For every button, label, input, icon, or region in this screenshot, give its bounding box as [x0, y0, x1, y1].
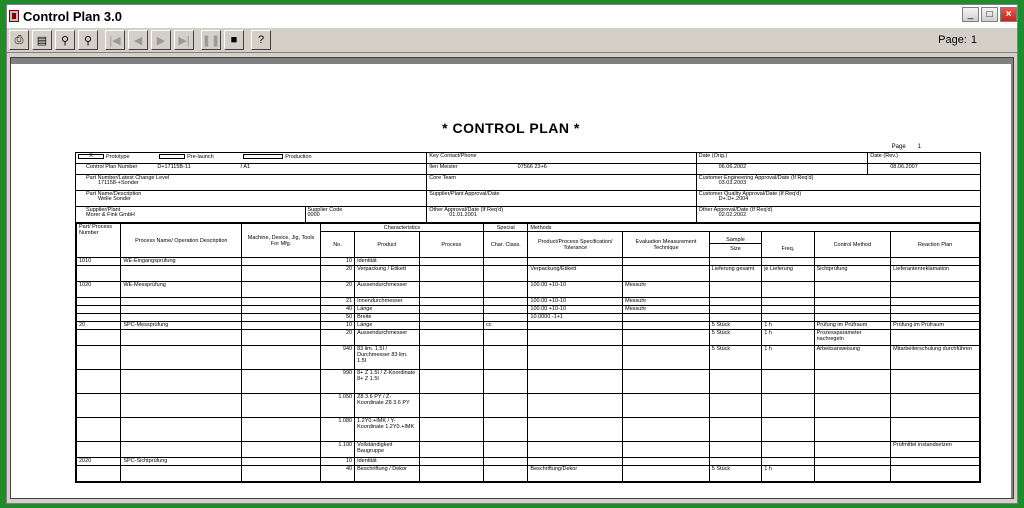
table-cell-machine — [242, 370, 321, 394]
table-row — [77, 298, 980, 306]
table-cell-spec — [528, 370, 623, 394]
table-cell-product: Aussendurchmesser — [355, 282, 419, 298]
table-cell-eval — [623, 330, 710, 346]
table-cell-product: 8+ Z 1.5I / Z-Koordinate 8+ Z 1.5I — [355, 370, 419, 394]
table-cell-part: 2020 — [77, 458, 121, 466]
table-cell-cls — [484, 298, 528, 306]
table-cell-eval — [623, 394, 710, 418]
table-cell-name: SPC-Messprüfung — [121, 322, 242, 330]
table-cell-eval: Messuhr — [623, 298, 710, 306]
table-cell-part — [77, 346, 121, 370]
table-cell-size — [709, 370, 761, 394]
table-row — [77, 458, 980, 466]
table-cell-part: 1010 — [77, 258, 121, 266]
table-cell-freq — [762, 418, 814, 442]
table-cell-cls — [484, 314, 528, 322]
zoom-in-icon[interactable]: ⚲ — [55, 30, 75, 50]
table-cell-freq — [762, 370, 814, 394]
table-cell-machine — [242, 458, 321, 466]
production-checkbox[interactable] — [243, 154, 283, 159]
table-cell-freq: je Lieferung — [762, 266, 814, 282]
table-cell-name — [121, 266, 242, 282]
table-cell-spec — [528, 442, 623, 458]
table-cell-method — [814, 442, 891, 458]
document-page-number: Page 1 — [891, 144, 921, 150]
table-cell-size — [709, 258, 761, 266]
table-cell-size: 5 Stück — [709, 322, 761, 330]
table-cell-size — [709, 282, 761, 298]
col-char-class: Char. Class. — [484, 232, 528, 258]
zoom-out-icon[interactable]: ⚲ — [78, 30, 98, 50]
table-cell-method — [814, 282, 891, 298]
col-process: Process — [419, 232, 484, 258]
table-cell-process — [419, 282, 484, 298]
last-page-icon[interactable]: ▶| — [174, 30, 194, 50]
col-part-number: Part/ Process Number — [77, 224, 121, 258]
table-cell-name — [121, 314, 242, 322]
document-page — [11, 64, 1011, 498]
table-cell-name — [121, 418, 242, 442]
table-cell-process — [419, 394, 484, 418]
table-cell-machine — [242, 266, 321, 282]
table-cell-name — [121, 442, 242, 458]
table-cell-method — [814, 370, 891, 394]
table-row — [77, 418, 980, 442]
table-cell-size: 5 Stück — [709, 330, 761, 346]
col-freq: Freq. — [762, 232, 814, 258]
table-cell-reaction: Prüfung im Prüfraum — [891, 322, 980, 330]
table-cell-spec — [528, 418, 623, 442]
col-machine: Machine, Device, Jig, Tools For Mfg. — [242, 224, 321, 258]
table-cell-reaction — [891, 314, 980, 322]
table-cell-process — [419, 442, 484, 458]
table-cell-freq: 1 h — [762, 466, 814, 482]
table-cell-process — [419, 466, 484, 482]
table-cell-cls — [484, 282, 528, 298]
table-cell-reaction — [891, 298, 980, 306]
table-cell-machine — [242, 282, 321, 298]
table-row — [77, 266, 980, 282]
table-cell-machine — [242, 298, 321, 306]
table-cell-no: 1.080 — [320, 418, 354, 442]
table-cell-freq — [762, 394, 814, 418]
table-cell-machine — [242, 306, 321, 314]
col-methods: Methods — [528, 224, 980, 232]
table-cell-freq — [762, 314, 814, 322]
table-cell-cls — [484, 394, 528, 418]
window-controls — [962, 7, 1017, 22]
table-cell-cls — [484, 466, 528, 482]
table-cell-cls — [484, 442, 528, 458]
table-cell-spec: 10.0000 -1+1 — [528, 314, 623, 322]
next-page-icon[interactable]: ▶ — [151, 30, 171, 50]
table-cell-name — [121, 346, 242, 370]
table-cell-reaction — [891, 306, 980, 314]
table-cell-eval — [623, 346, 710, 370]
table-cell-method — [814, 258, 891, 266]
table-cell-part — [77, 466, 121, 482]
table-cell-product: Identität — [355, 458, 419, 466]
table-cell-spec: 100.00 +10-10 — [528, 298, 623, 306]
table-cell-no: 40 — [320, 306, 354, 314]
table-cell-eval: Messuhr — [623, 306, 710, 314]
page-label: Page: — [938, 34, 967, 46]
table-cell-name: WE-Eingangsprüfung — [121, 258, 242, 266]
minimize-button[interactable]: _ — [962, 7, 979, 22]
table-cell-method: Prüfung im Prüfraum — [814, 322, 891, 330]
table-cell-freq — [762, 306, 814, 314]
table-cell-spec — [528, 394, 623, 418]
table-cell-no: 10 — [320, 322, 354, 330]
table-cell-no: 1.100 — [320, 442, 354, 458]
table-row — [77, 346, 980, 370]
table-cell-product: Breite — [355, 314, 419, 322]
table-cell-size — [709, 394, 761, 418]
col-eval: Evaluation Measurement Technique — [623, 232, 710, 258]
app-window — [6, 4, 1018, 504]
table-cell-method: Arbeitsanweisung — [814, 346, 891, 370]
table-cell-name: WE-Messprüfung — [121, 282, 242, 298]
table-cell-machine — [242, 330, 321, 346]
table-cell-method — [814, 314, 891, 322]
prototype-checkbox[interactable]: X — [78, 154, 104, 159]
table-cell-freq: 1 h — [762, 322, 814, 330]
table-cell-product: 83 lim. 1.5I / Durchmesser 83 lim. 1.5I — [355, 346, 419, 370]
table-cell-freq — [762, 442, 814, 458]
control-plan-table — [76, 223, 980, 482]
table-cell-part: 20 — [77, 322, 121, 330]
pause-icon[interactable]: ❚❚ — [201, 30, 221, 50]
table-cell-process — [419, 346, 484, 370]
table-cell-machine — [242, 442, 321, 458]
col-sample: Sample — [710, 237, 761, 244]
table-row — [77, 314, 980, 322]
table-cell-product: Vollständigkeit Baugruppe — [355, 442, 419, 458]
table-cell-no: 50 — [320, 314, 354, 322]
table-cell-machine — [242, 314, 321, 322]
table-cell-part — [77, 266, 121, 282]
table-cell-cls — [484, 330, 528, 346]
table-cell-method: Sichtprüfung — [814, 266, 891, 282]
table-cell-part — [77, 314, 121, 322]
table-cell-no: 1.050 — [320, 394, 354, 418]
col-spec: Product/Process Specification/ Tolerance — [528, 232, 623, 258]
table-cell-machine — [242, 394, 321, 418]
table-cell-reaction: Lieferantenreklamation — [891, 266, 980, 282]
table-cell-cls — [484, 306, 528, 314]
help-icon[interactable]: ? — [251, 30, 271, 50]
table-cell-spec — [528, 322, 623, 330]
table-row — [77, 466, 980, 482]
table-cell-spec — [528, 330, 623, 346]
table-cell-cls — [484, 370, 528, 394]
table-cell-eval: Messuhr — [623, 282, 710, 298]
table-row — [77, 306, 980, 314]
table-cell-product: Länge — [355, 322, 419, 330]
table-cell-eval — [623, 322, 710, 330]
table-cell-process — [419, 314, 484, 322]
table-cell-cls: cc — [484, 322, 528, 330]
table-cell-product: Z8 3.6 PY / Z-Koordinate Z8 3.6 PY — [355, 394, 419, 418]
col-no: No. — [320, 232, 354, 258]
table-cell-process — [419, 458, 484, 466]
table-cell-no: 20 — [320, 330, 354, 346]
table-cell-name: SPC-Sichtprüfung — [121, 458, 242, 466]
table-cell-size — [709, 418, 761, 442]
table-cell-eval — [623, 458, 710, 466]
table-cell-name — [121, 394, 242, 418]
table-cell-cls — [484, 258, 528, 266]
table-row — [77, 322, 980, 330]
table-body — [77, 258, 980, 482]
table-cell-product: 1.2Y0.+IMK / Y-Koordinate 1.2Y0.+IMK — [355, 418, 419, 442]
table-cell-no: 21 — [320, 298, 354, 306]
table-cell-process — [419, 418, 484, 442]
page-setup-icon[interactable]: ▤ — [32, 30, 52, 50]
table-cell-part — [77, 394, 121, 418]
table-cell-method — [814, 306, 891, 314]
table-cell-machine — [242, 258, 321, 266]
table-cell-reaction — [891, 418, 980, 442]
preview-area[interactable] — [10, 57, 1014, 499]
table-row — [77, 442, 980, 458]
table-cell-freq — [762, 298, 814, 306]
table-cell-product: Beschriftung / Dekor — [355, 466, 419, 482]
table-cell-cls — [484, 346, 528, 370]
table-cell-machine — [242, 346, 321, 370]
table-cell-process — [419, 330, 484, 346]
table-cell-spec: 100.00 +10-10 — [528, 282, 623, 298]
table-cell-size — [709, 458, 761, 466]
table-cell-reaction — [891, 394, 980, 418]
table-cell-eval — [623, 258, 710, 266]
table-cell-name — [121, 298, 242, 306]
table-cell-part — [77, 298, 121, 306]
table-cell-freq: 1 h — [762, 330, 814, 346]
table-cell-name — [121, 370, 242, 394]
table-cell-no: 20 — [320, 266, 354, 282]
table-cell-no: 940 — [320, 346, 354, 370]
table-cell-size — [709, 306, 761, 314]
table-cell-method — [814, 394, 891, 418]
preview-toolbar — [7, 27, 1017, 53]
table-cell-cls — [484, 458, 528, 466]
table-cell-process — [419, 266, 484, 282]
table-cell-part — [77, 306, 121, 314]
table-cell-method: Prozessparameter nachregeln — [814, 330, 891, 346]
col-control-method: Control Method — [814, 232, 891, 258]
table-cell-product: Länge — [355, 306, 419, 314]
table-cell-reaction: Prüfmittel instandsetzen — [891, 442, 980, 458]
table-cell-eval — [623, 314, 710, 322]
table-cell-freq — [762, 258, 814, 266]
table-cell-part — [77, 418, 121, 442]
table-cell-freq — [762, 282, 814, 298]
table-cell-size — [709, 442, 761, 458]
table-cell-process — [419, 298, 484, 306]
table-row — [77, 282, 980, 298]
table-cell-size — [709, 298, 761, 306]
table-cell-machine — [242, 418, 321, 442]
table-cell-product: Identität — [355, 258, 419, 266]
table-cell-spec — [528, 346, 623, 370]
table-cell-size: 5 Stück — [709, 346, 761, 370]
stop-icon[interactable]: ■ — [224, 30, 244, 50]
window-title: Control Plan 3.0 — [23, 8, 122, 24]
table-cell-reaction: Mitarbeiterschulung durchführen — [891, 346, 980, 370]
table-cell-part: 1020 — [77, 282, 121, 298]
table-cell-product: Innendurchmesser — [355, 298, 419, 306]
table-row — [77, 394, 980, 418]
first-page-icon[interactable]: |◀ — [105, 30, 125, 50]
table-cell-process — [419, 370, 484, 394]
table-cell-reaction — [891, 282, 980, 298]
table-cell-eval — [623, 370, 710, 394]
table-cell-spec: Beschriftung/Dekor — [528, 466, 623, 482]
table-cell-eval — [623, 466, 710, 482]
table-cell-size: 5 Stück — [709, 466, 761, 482]
table-cell-process — [419, 322, 484, 330]
table-cell-no: 20 — [320, 282, 354, 298]
table-cell-method — [814, 298, 891, 306]
print-icon[interactable]: ⎙ — [9, 30, 29, 50]
col-process-name: Process Name/ Operation Description — [121, 224, 242, 258]
table-cell-reaction — [891, 466, 980, 482]
table-cell-part — [77, 330, 121, 346]
table-cell-process — [419, 258, 484, 266]
table-row — [77, 258, 980, 266]
page-indicator — [934, 34, 977, 46]
table-cell-no: 10 — [320, 258, 354, 266]
previous-page-icon[interactable]: ◀ — [128, 30, 148, 50]
table-cell-method — [814, 418, 891, 442]
table-cell-name — [121, 306, 242, 314]
table-cell-eval — [623, 442, 710, 458]
table-cell-machine — [242, 466, 321, 482]
col-reaction-plan: Reaction Plan — [891, 232, 980, 258]
table-cell-eval — [623, 266, 710, 282]
col-characteristics: Characteristics — [320, 224, 483, 232]
app-icon — [9, 10, 19, 22]
table-cell-cls — [484, 266, 528, 282]
table-cell-product: Aussendurchmesser — [355, 330, 419, 346]
table-cell-size: Lieferung gesamt — [709, 266, 761, 282]
table-cell-spec: Verpackung/Etikett — [528, 266, 623, 282]
table-cell-spec: 100.00 +10-10 — [528, 306, 623, 314]
table-cell-spec — [528, 458, 623, 466]
table-cell-eval — [623, 418, 710, 442]
table-cell-method — [814, 458, 891, 466]
page-number: 1 — [970, 34, 977, 46]
table-cell-process — [419, 306, 484, 314]
col-special: Special — [484, 224, 528, 232]
title-bar[interactable] — [7, 5, 1017, 27]
table-cell-reaction — [891, 458, 980, 466]
maximize-button[interactable]: □ — [981, 7, 998, 22]
table-cell-reaction — [891, 330, 980, 346]
table-cell-reaction — [891, 258, 980, 266]
table-row — [77, 330, 980, 346]
table-cell-part — [77, 370, 121, 394]
table-cell-cls — [484, 418, 528, 442]
table-cell-product: Verpackung / Etikett — [355, 266, 419, 282]
table-cell-spec — [528, 258, 623, 266]
table-cell-reaction — [891, 370, 980, 394]
document-title: * CONTROL PLAN * — [442, 120, 580, 136]
table-cell-name — [121, 466, 242, 482]
table-row — [77, 370, 980, 394]
col-size: Sample Size — [709, 232, 761, 258]
table-cell-no: 40 — [320, 466, 354, 482]
col-product: Product — [355, 232, 419, 258]
prelaunch-checkbox[interactable] — [159, 154, 185, 159]
table-cell-size — [709, 314, 761, 322]
table-cell-method — [814, 466, 891, 482]
table-cell-no: 990 — [320, 370, 354, 394]
table-cell-machine — [242, 322, 321, 330]
table-cell-freq: 1 h — [762, 346, 814, 370]
close-button[interactable]: × — [1000, 7, 1017, 22]
table-cell-part — [77, 442, 121, 458]
table-cell-freq — [762, 458, 814, 466]
control-plan-form: X Prototype Pre-launch Production Key Contact/Phone Date (Orig.) Date (Rev.) Control Plan Number D+17115B-11 / A1 Ilen Meister 07566 23+6 06.06.2002 08.06.2007 Part Number/Latest Change Level 171158-+Sonder Core Team Customer Engineering Approval/Date (If Req'd) 03.03.2003 Part Name/Description Welle Sonder Supplier/Plant Approval/Date Customer Quality Approval/Date (If Req'd) D+.D+.2004 Supplier/Plant Morer & Fink GmbH Supplier Code 0000 Other Approval/Date (If Req'd) 01.01.2001 Other Approval/Date (If Req'd) 02.02.2002 Part/ Process Number Process Name/ Operation Description Machine, Device, Jig, Tools For Mfg. Characteristics Special Methods No. Product Process Char. Class. Product/Process Specification/ Tolerance Evaluation Measurement Technique Sample Size Freq. Control Method Reaction Plan 1010 WE-Eingangsprüfung 10 Identität 20 Verpackung / Etikett Verpackung/Etikett Lieferung gesamt je Lieferung Sichtprüfung Lieferantenreklamation 1020 WE-Messprüfung 20 Aussendurchmesser 100.00 +10-10 Messuhr 21 Innendurchmesser 100.00 +10-10 Messuhr 40 Länge 100.00 +10-10 Messuhr 50 Breite 10.0000 -1+1 20 SPC-Messprüfung 10 Länge cc 5 Stück 1 h Prüfung im Prüfraum Prüfung im Prüfraum 20 Aussendurchmesser 5 Stück 1 h Prozessparameter nachregeln 940 83 lim. 1.5I / Durchmesser 83 lim. 1.5I 5 Stück 1 h Arbeitsanweisung Mitarbeiterschulung durchführen 990 8+ Z 1.5I / Z-Koordinate 8+ Z 1.5I 1.050 Z8 3.6 PY / Z-Koordinate Z8 3.6 PY 1.080 1.2Y0.+IMK / Y-Koordinate 1.2Y0.+IMK 1.100 Vollständigkeit Baugruppe Prüfmittel instandsetzen 2020 SPC-Sichtprüfung 10 Identität 40 Beschriftung / Dekor Beschriftung/Dekor 5 Stück 1 h — [75, 152, 981, 483]
table-cell-no: 10 — [320, 458, 354, 466]
table-cell-name — [121, 330, 242, 346]
header-row: X Prototype Pre-launch Production Key Contact/Phone Date (Orig.) Date (Rev.) — [76, 153, 980, 164]
